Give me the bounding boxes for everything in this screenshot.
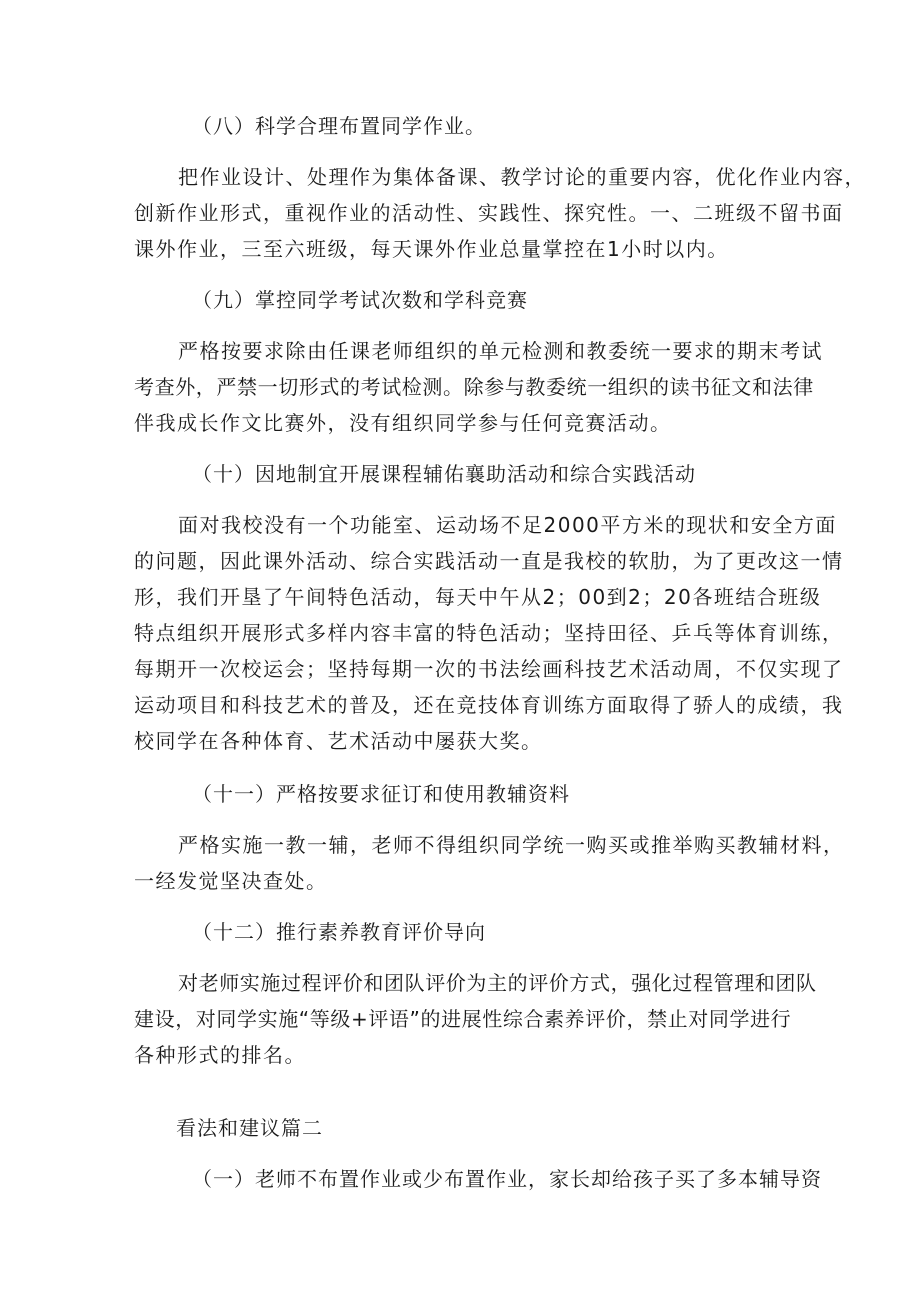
section-paragraph-11 [134,827,845,899]
paragraph-line: 考查外，严禁一切形式的考试检测。除参与教委统一组织的读书征文和法律 [134,375,814,399]
paragraph-line: 伴我成长作文比赛外，没有组织同学参与任何竞赛活动。 [134,411,672,435]
paragraph-line: 把作业设计、处理作为集体备课、教学讨论的重要内容，优化作业内容， [178,165,866,189]
part-two-item-1: （一）老师不布置作业或少布置作业，家长却给孩子买了多本辅导资 [192,1167,822,1191]
section-heading-9: （九）掌控同学考试次数和学科竞赛 [192,288,528,312]
paragraph-line: 严格实施一教一辅，老师不得组织同学统一购买或推举购买教辅材料， [178,833,845,857]
paragraph-line: 特点组织开展形式多样内容丰富的特色活动；坚持田径、乒乓等体育训练， [134,621,844,645]
paragraph-line: 校同学在各种体育、艺术活动中屡获大奖。 [134,729,543,753]
paragraph-line: 的问题，因此课外活动、综合实践活动一直是我校的软肋，为了更改这一情 [134,549,844,573]
paragraph-line: 运动项目和科技艺术的普及，还在竞技体育训练方面取得了骄人的成绩，我 [134,693,844,717]
paragraph-line: 严格按要求除由任课老师组织的单元检测和教委统一要求的期末考试 [178,339,823,363]
paragraph-line: 创新作业形式，重视作业的活动性、实践性、探究性。一、二班级不留书面 [134,201,844,225]
section-paragraph-12 [134,965,817,1073]
section-heading-10: （十）因地制宜开展课程辅佑襄助活动和综合实践活动 [192,462,696,486]
section-heading-12: （十二）推行素养教育评价导向 [192,920,486,944]
paragraph-line: 课外作业，三至六班级，每天课外作业总量掌控在1小时以内。 [134,237,729,261]
section-heading-11: （十一）严格按要求征订和使用教辅资料 [192,782,570,806]
section-paragraph-8 [134,159,866,267]
paragraph-line: 每期开一次校运会；坚持每期一次的书法绘画科技艺术活动周，不仅实现了 [134,657,844,681]
paragraph-line: 一经发觉坚决查处。 [134,869,328,893]
paragraph-line: 形，我们开垦了午间特色活动，每天中午从2；00到2；20各班结合班级 [134,585,822,609]
section-paragraph-10 [134,507,844,759]
paragraph-line: 各种形式的排名。 [134,1043,306,1067]
paragraph-line: 建设，对同学实施“等级+评语”的进展性综合素养评价，禁止对同学进行 [134,1007,792,1031]
section-paragraph-9 [134,333,823,441]
part-two-title: 看法和建议篇二 [176,1116,323,1140]
paragraph-line: 面对我校没有一个功能室、运动场不足2000平方米的现状和安全方面 [178,513,837,537]
paragraph-line: 对老师实施过程评价和团队评价为主的评价方式，强化过程管理和团队 [178,971,817,995]
section-heading-8: （八）科学合理布置同学作业。 [192,114,486,138]
